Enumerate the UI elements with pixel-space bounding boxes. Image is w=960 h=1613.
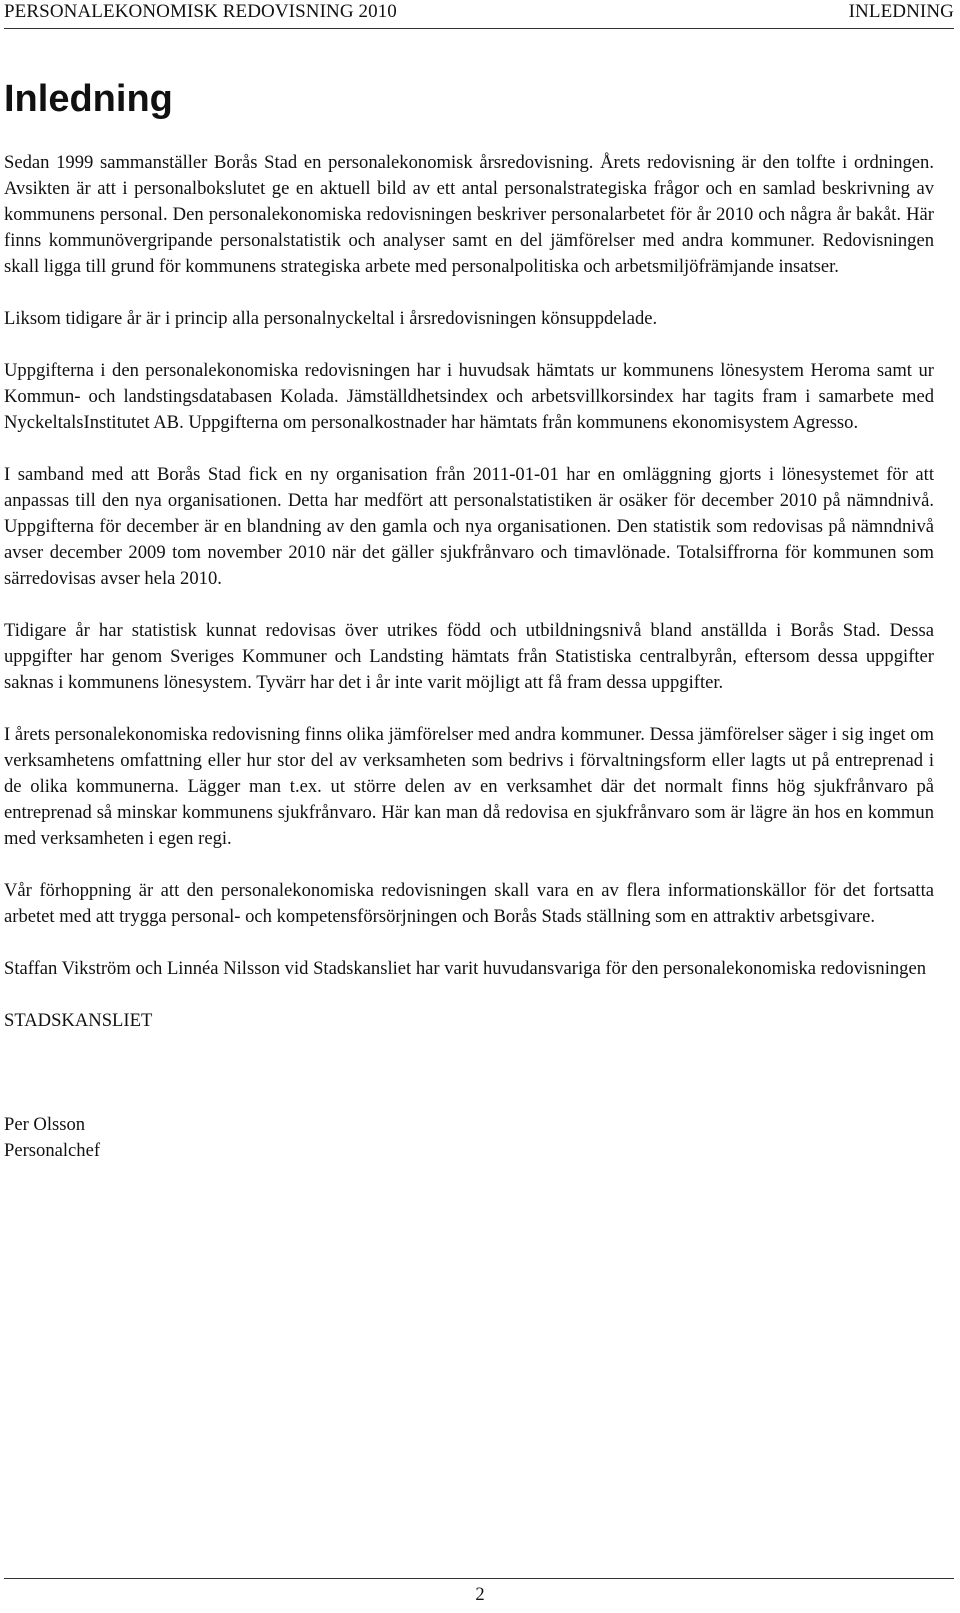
header-section-title: INLEDNING bbox=[848, 1, 954, 22]
paragraph-statistics: Tidigare år har statistisk kunnat redovisas över utrikes född och utbildningsnivå bland anställda i Borås Stad. Dessa uppgifter har genom Sveriges Kommuner och Landsting hämtats från Statistiska centralbyrån, eftersom dessa uppgifter saknas i kommunens lönesystem. Tyvärr har det i år inte varit möjligt att få fram dessa uppgifter. bbox=[4, 620, 934, 693]
page-title: Inledning bbox=[4, 78, 173, 120]
footer-divider bbox=[4, 1578, 954, 1579]
signature-role: Personalchef bbox=[4, 1140, 101, 1161]
paragraph-comparisons: I årets personalekonomiska redovisning finns olika jämförelser med andra kommuner. Dessa jämförelser säger i sig inget om verksamhetens omfattning eller hur stor del av verksamheten som bedrivs i förvaltningsform eller lagts ut på entreprenad i de olika kommunerna. Lägger man t.ex. ut större delen av en verksamhet där det normalt finns hög sjukfrånvaro på entreprenad så minskar kommunens sjukfrånvaro. Här kan man då redovisa en sjukfrånvaro som är lägre än hos en kommun med verksamheten i egen regi. bbox=[4, 724, 934, 849]
signature-name: Per Olsson bbox=[4, 1114, 86, 1135]
signature-block bbox=[4, 1112, 934, 1164]
body-text bbox=[4, 150, 934, 1164]
paragraph-hope: Vår förhoppning är att den personalekonomiska redovisningen skall vara en av flera informationskällor för det fortsatta arbetet med att trygga personal- och kompetensförsörjningen och Borås Stads ställning som en attraktiv arbetsgivare. bbox=[4, 880, 934, 927]
paragraph-responsible: Staffan Vikström och Linnéa Nilsson vid Stadskansliet har varit huvudansvariga för den personalekonomiska redovisningen bbox=[4, 958, 927, 979]
running-header bbox=[4, 0, 954, 29]
page-number: 2 bbox=[475, 1584, 485, 1605]
department-name: STADSKANSLIET bbox=[4, 1010, 153, 1031]
header-report-title: PERSONALEKONOMISK REDOVISNING 2010 bbox=[4, 1, 397, 22]
paragraph-intro: Sedan 1999 sammanställer Borås Stad en personalekonomisk årsredovisning. Årets redovisning är den tolfte i ordningen. Avsikten är att i personalbokslutet ge en aktuell bild av ett antal personalstrategiska frågor och en samlad beskrivning av kommunens personal. Den personalekonomiska redovisningen beskriver personalarbetet för år 2010 och några år bakåt. Här finns kommunövergripande personalstatistik och analyser samt en del jämförelser med andra kommuner. Redovisningen skall ligga till grund för kommunens strategiska arbete med personalpolitiska och arbetsmiljöfrämjande insatser. bbox=[4, 152, 934, 277]
paragraph-organisation: I samband med att Borås Stad fick en ny organisation från 2011-01-01 har en omläggning gjorts i lönesystemet för att anpassas till den nya organisationen. Detta har medfört att personalstatistiken är osäker för december 2010 på nämndnivå. Uppgifterna för december är en blandning av den gamla och nya organisationen. Den statistik som redovisas på nämndnivå avser december 2009 tom november 2010 när det gäller sjukfrånvaro och timavlönade. Totalsiffrorna för kommunen som särredovisas avser hela 2010. bbox=[4, 464, 934, 589]
paragraph-gender: Liksom tidigare år är i princip alla personalnyckeltal i årsredovisningen könsuppdelade. bbox=[4, 308, 658, 329]
paragraph-sources: Uppgifterna i den personalekonomiska redovisningen har i huvudsak hämtats ur kommunens lönesystem Heroma samt ur Kommun- och landstingsdatabasen Kolada. Jämställdhetsindex och arbetsvillkorsindex har tagits fram i samarbete med NyckeltalsInstitutet AB. Uppgifterna om personalkostnader har hämtats från kommunens ekonomisystem Agresso. bbox=[4, 360, 934, 433]
